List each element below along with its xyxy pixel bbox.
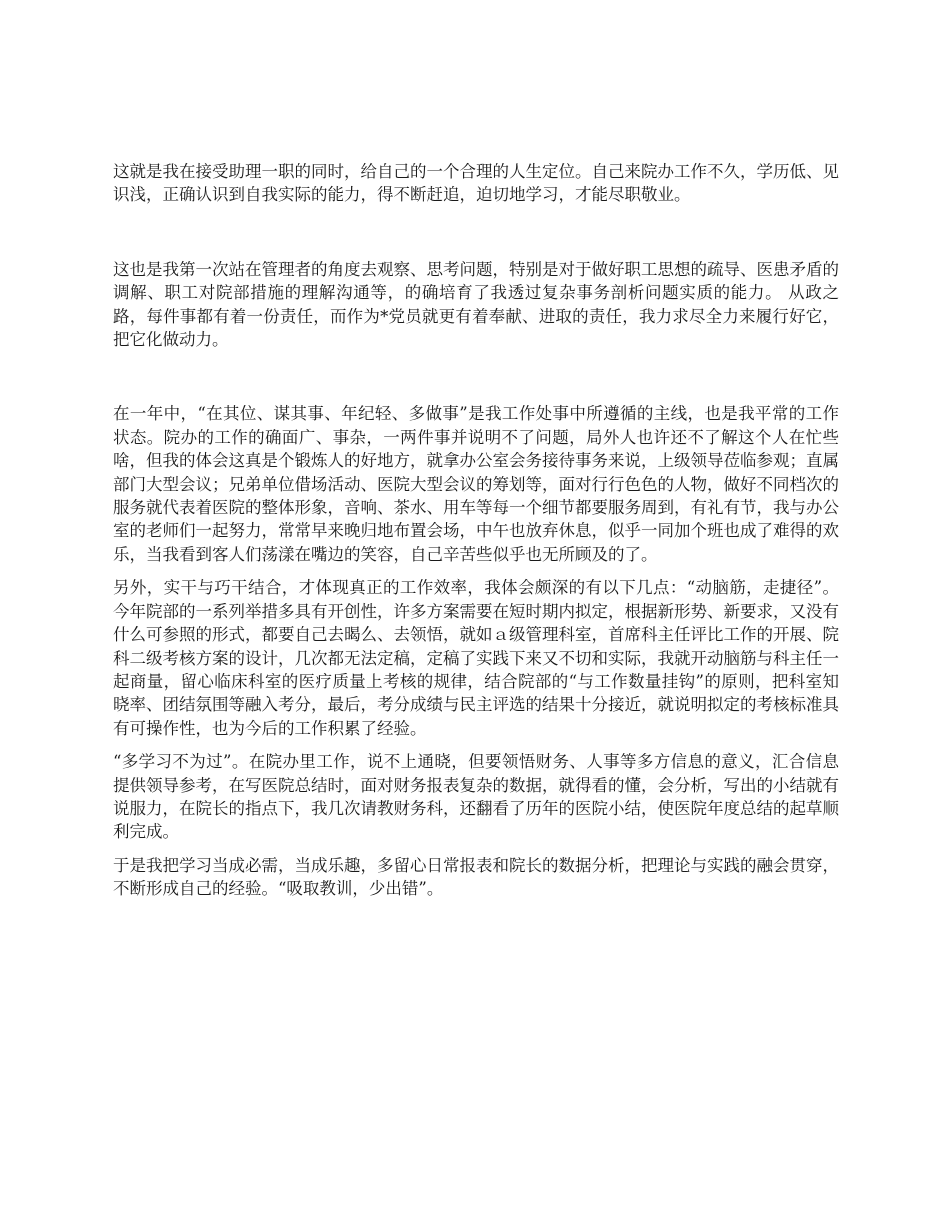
paragraph-6: 于是我把学习当成必需，当成乐趣，多留心日常报表和院长的数据分析，把理论与实践的融会贯穿，不断形成自己的经验。“吸取教训，少出错”。 [113, 855, 839, 899]
paragraph-1: 这就是我在接受助理一职的同时，给自己的一个合理的人生定位。自己来院办工作不久，学历低、见识浅，正确认识到自我实际的能力，得不断赶追，迫切地学习，才能尽职敬业。 [113, 162, 839, 205]
paragraph-2: 这也是我第一次站在管理者的角度去观察、思考问题，特别是对于做好职工思想的疏导、医患矛盾的调解、职工对院部措施的理解沟通等，的确培育了我透过复杂事务剖析问题实质的能力。 从政之路，每件事都有着一份责任，而作为*党员就更有着奉献、进取的责任，我力求尽全力来履行好它，把它化做动力。 [113, 259, 839, 350]
paragraph-5: “多学习不为过”。在院办里工作，说不上通晓，但要领悟财务、人事等多方信息的意义，汇合信息提供领导参考，在写医院总结时，面对财务报表复杂的数据，就得看的懂，会分析，写出的小结就有说服力，在院长的指点下，我几次请教财务科，还翻看了历年的医院小结，使医院年度总结的起草顺利完成。 [113, 752, 839, 842]
document-body [113, 160, 839, 901]
paragraph-4: 另外，实干与巧干结合，才体现真正的工作效率，我体会颇深的有以下几点：“动脑筋，走捷径”。今年院部的一系列举措多具有开创性，许多方案需要在短时期内拟定，根据新形势、新要求，又没有什么可参照的形式，都要自己去暍么、去领悟，就如ａ级管理科室，首席科主任评比工作的开展、院科二级考核方案的设计，几次都无法定稿，定稿了实践下来又不切和实际，我就开动脑筋与科主任一起商量，留心临床科室的医疗质量上考核的规律，结合院部的“与工作数量挂钩”的原则，把科室知晓率、团结氛围等融入考分，最后，考分成绩与民主评选的结果十分接近，就说明拟定的考核标准具有可操作性，也为今后的工作积累了经验。 [113, 578, 839, 738]
paragraph-3: 在一年中，“在其位、谋其事、年纪轻、多做事”是我工作处事中所遵循的主线，也是我平常的工作状态。院办的工作的确面广、事杂，一两件事并说明不了问题，局外人也许还不了解这个人在忙些啥，但我的体会这真是个锻炼人的好地方，就拿办公室会务接待事务来说，上级领导莅临参观；直属部门大型会议；兄弟单位借场活动、医院大型会议的筹划等，面对行行色色的人物，做好不同档次的服务就代表着医院的整体形象，音响、茶水、用车等每一个细节都要服务周到，有礼有节，我与办公室的老师们一起努力，常常早来晚归地布置会场，中午也放弃休息，似乎一同加个班也成了难得的欢乐，当我看到客人们荡漾在嘴边的笑容，自己辛苦些似乎也无所顾及的了。 [113, 404, 839, 564]
